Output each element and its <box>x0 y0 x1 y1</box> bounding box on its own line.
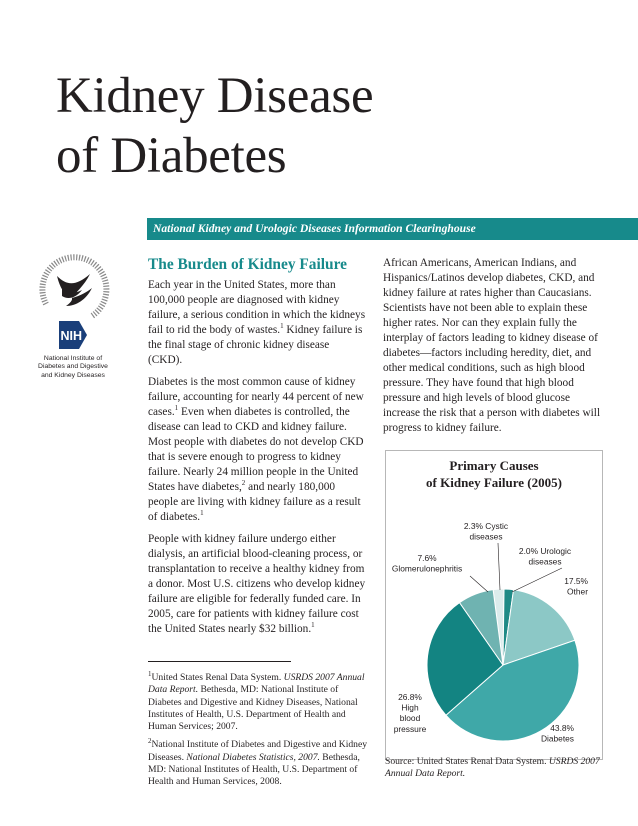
slice-label: 7.6% Glomerulonephritis <box>391 553 463 574</box>
nih-caption-line: National Institute of <box>43 355 103 362</box>
paragraph-3: People with kidney failure undergo either dialysis, an artificial blood-cleaning process, or transplantation to receive a healthy kidney from a donor. Most U.S. citizens who develop kidney failure are eligible for federally funded care. In 2005, care for patients with kidney failure cost the United States nearly $32 billion.$^1$ <box>148 533 366 635</box>
footnote-2: $^2$National Institute of Diabetes and Digestive and Kidney Diseases. National Diabetes Statistics, 2007. Bethesda, MD: National Institutes of Health, U.S. Department of Health and Human Services, 2008. <box>148 737 368 788</box>
footnotes <box>148 669 370 795</box>
right-paragraph: African Americans, American Indians, and Hispanics/Latinos develop diabetes, CKD, and kidney failure at rates higher than Caucasians. Scientists have not been able to explain these higher rates. Nor can they explain fully the interplay of factors leading to kidney disease of diabetes—factors including heredity, diet, and other medical conditions, such as high blood pressure. They have found that high blood pressure and high levels of blood glucose increase the risk that a person with diabetes will progress to kidney failure. <box>383 257 601 434</box>
page-title-line-1: Kidney Disease <box>56 68 374 124</box>
footnote-divider <box>148 661 291 662</box>
nih-caption-line: and Kidney Diseases <box>41 371 105 379</box>
nih-logo-text: NIH <box>60 329 83 343</box>
leader-line <box>512 568 562 592</box>
page-title <box>56 66 616 186</box>
slice-label: 17.5% Other <box>564 576 588 597</box>
leader-line <box>470 576 488 592</box>
slice-label: 2.0% Urologic diseases <box>518 546 572 567</box>
left-column <box>148 256 366 644</box>
nih-caption-line: Diabetes and Digestive <box>38 363 108 371</box>
chart-title-line-1: Primary Causes <box>449 458 539 473</box>
clearinghouse-banner: National Kidney and Urologic Diseases Information Clearinghouse <box>147 218 638 240</box>
hhs-seal-icon <box>32 246 114 328</box>
slice-label: 2.3% Cystic diseases <box>463 521 509 542</box>
paragraph-2: Diabetes is the most common cause of kidney failure, accounting for nearly 44 percent of new cases.$^1$ Even when diabetes is controlled, the disease can lead to CKD and kidney failure. Most people with diabetes do not develop CKD that is severe enough to progress to kidney failure. Nearly 24 million people in the United States have diabetes,$^2$ and nearly 180,000 people are living with kidney failure as a result of diabetes.$^1$ <box>148 376 364 523</box>
slice-label: 43.8% Diabetes <box>540 723 574 744</box>
nih-caption <box>30 355 116 380</box>
paragraph-1: Each year in the United States, more than 100,000 people are diagnosed with kidney failure, a serious condition in which the kidneys fail to rid the body of wastes.$^1$ Kidney failure is the final stage of chronic kidney disease (CKD). <box>148 279 366 366</box>
leader-line <box>498 543 500 590</box>
page-title-line-2: of Diabetes <box>56 128 287 184</box>
nih-logo-icon <box>57 321 89 349</box>
chart-source: Source: United States Renal Data System. USRDS 2007 Annual Data Report. <box>385 756 600 779</box>
slice-label: 26.8% High blood pressure <box>393 692 427 734</box>
right-column <box>383 256 605 443</box>
footnote-1: $^1$United States Renal Data System. USRDS 2007 Annual Data Report. Bethesda, MD: National Institute of Diabetes and Digestive and Kidney Diseases, National Institutes of Health, U.S. Department of Health and Human Services; 2007. <box>148 669 365 733</box>
chart-title-line-2: of Kidney Failure (2005) <box>426 475 562 490</box>
section-heading: The Burden of Kidney Failure <box>148 256 347 273</box>
pie-chart <box>386 451 602 759</box>
